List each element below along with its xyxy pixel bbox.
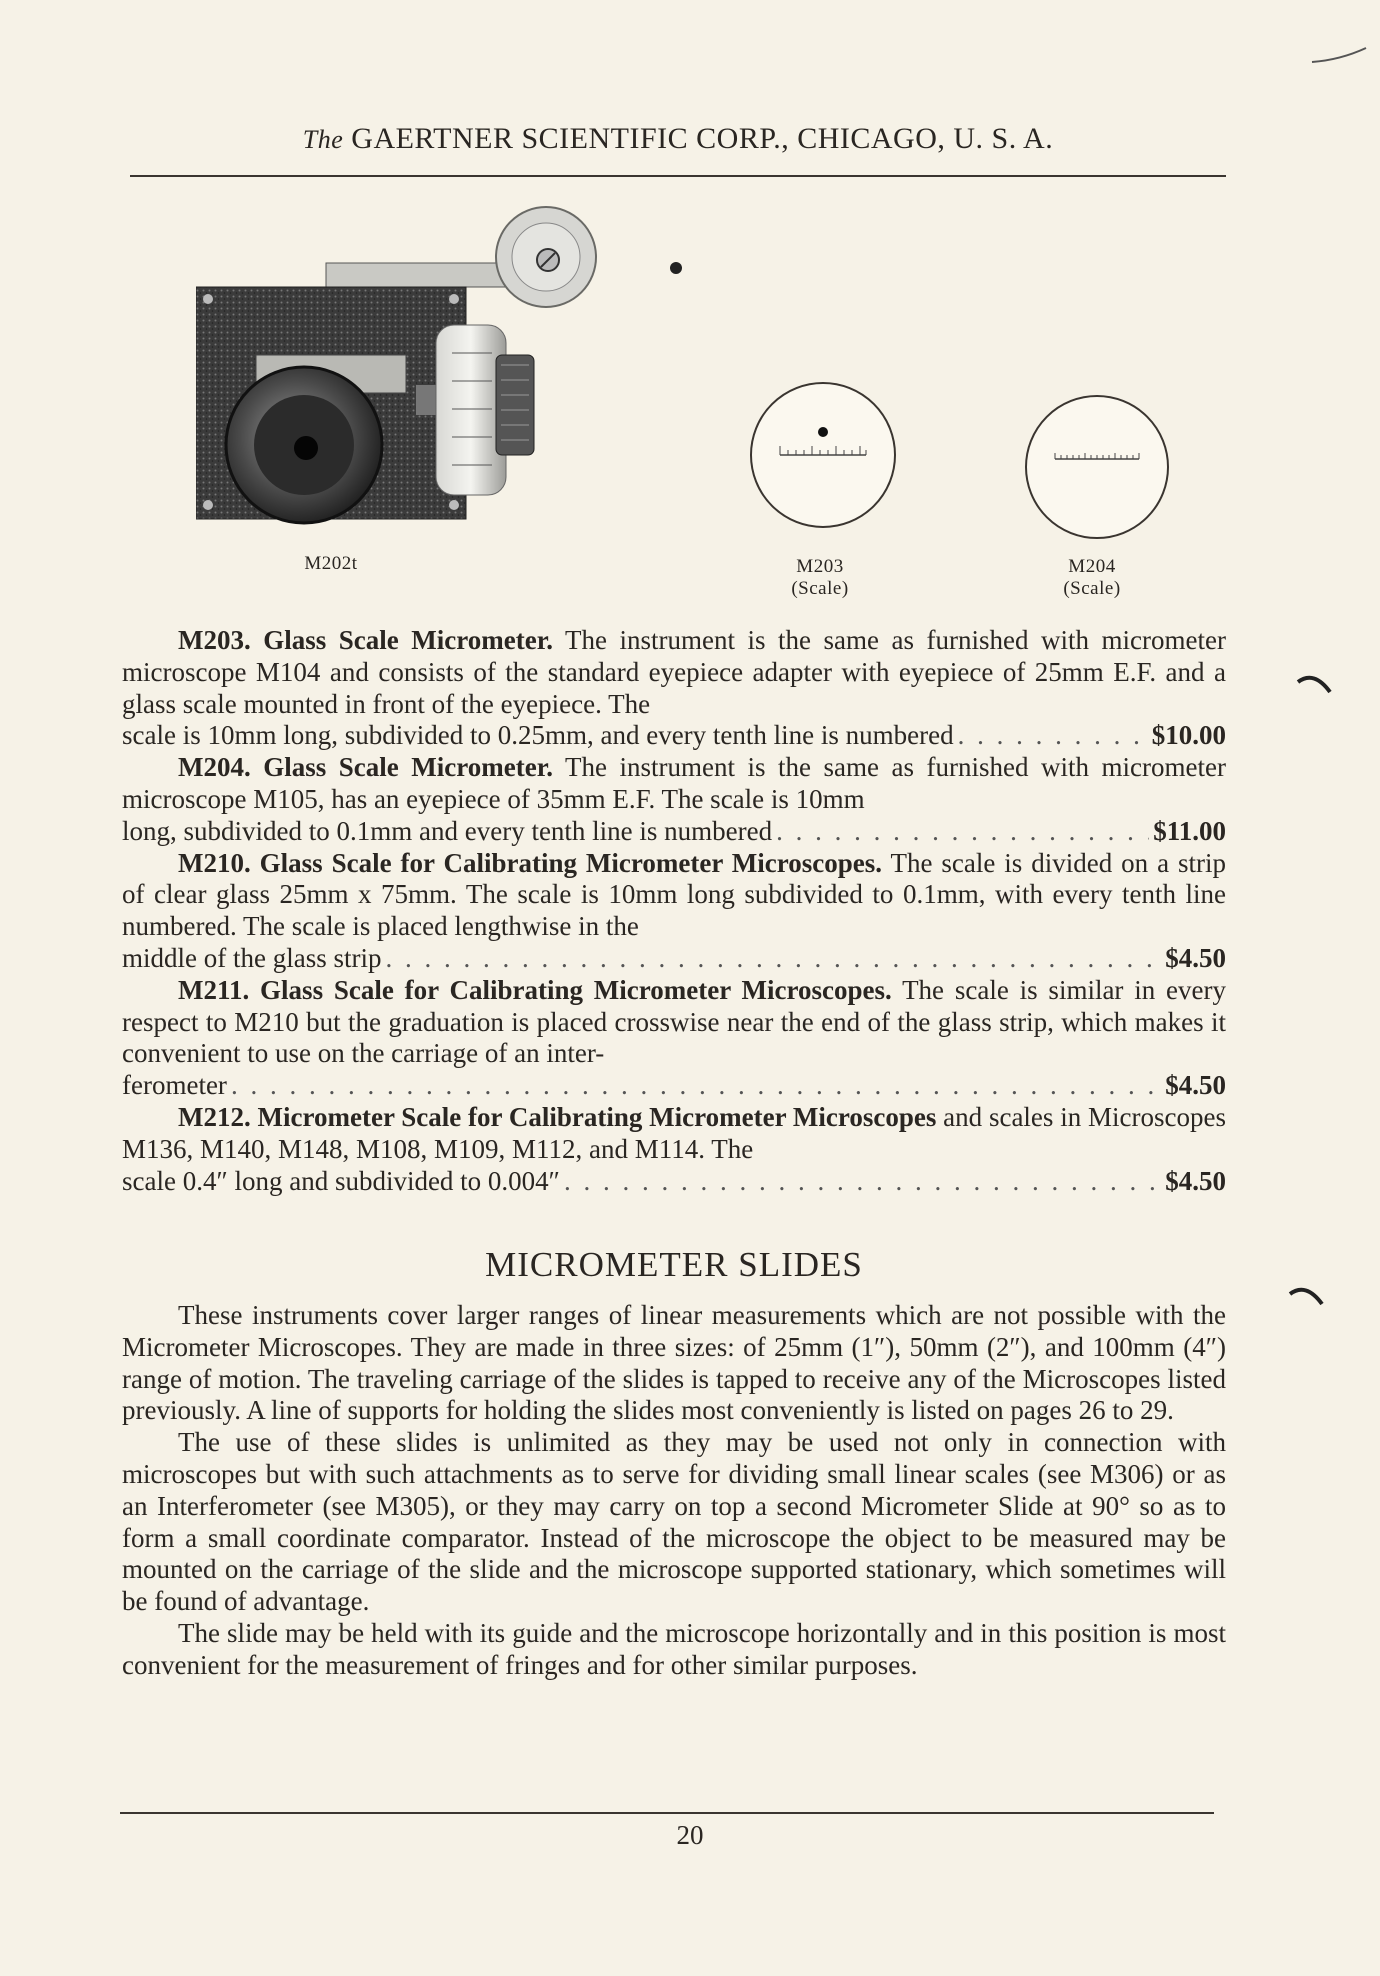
item-m210-price: $4.50 (1165, 942, 1226, 973)
item-m211-lead: ferometer (122, 1070, 227, 1101)
item-m212-body (122, 1102, 1226, 1166)
page-number: 20 (676, 1820, 704, 1850)
caption-m204 (1032, 556, 1152, 600)
item-m212 (122, 1102, 1226, 1197)
item-m210-lead: middle of the glass strip (122, 942, 382, 973)
running-head-the: The (302, 125, 344, 154)
ink-dot (670, 262, 682, 274)
leader-dots (231, 1070, 1161, 1102)
edge-scratch-mark (1310, 40, 1370, 70)
caption-m203 (760, 556, 880, 600)
running-head-title: GAERTNER SCIENTIFIC CORP., CHICAGO, U. S. A. (351, 122, 1054, 155)
m202t-instrument-photo (196, 205, 626, 535)
binder-hole-mark (1296, 670, 1336, 700)
micrometer-slides-text (122, 1300, 1226, 1682)
leader-dots (385, 943, 1161, 975)
caption-m204-label: M204 (1068, 556, 1116, 577)
item-m204-price-line (122, 816, 1226, 848)
item-m212-price-line (122, 1166, 1226, 1198)
footer-rule (120, 1812, 1214, 1814)
leader-dots (564, 1166, 1161, 1198)
slides-paragraph: These instruments cover larger ranges of linear measurements which are not possible with the Micrometer Microscopes. They are made in three sizes: of 25mm (1″), 50mm (2″), and 100mm (4″) range of motion. The traveling carriage of the slides is tapped to receive any of the Microscopes listed previously. A line of supports for holding the slides most conveniently is listed on pages 26 to 29. (122, 1300, 1226, 1426)
slides-paragraph: The slide may be held with its guide and the microscope horizontally and in this position is most convenient for the measurement of fringes and for other similar purposes. (122, 1617, 1226, 1680)
item-m210-text: The scale is divided on a strip of clear glass 25mm x 75mm. The scale is 10mm long subdivided to 0.1mm, with every tenth line numbered. The scale is placed lengthwise in the (122, 847, 1226, 942)
section-title: MICROMETER SLIDES (485, 1245, 863, 1284)
item-descriptions (122, 625, 1226, 1197)
caption-m203-sub: (Scale) (791, 578, 849, 599)
item-m204-lead: long, subdivided to 0.1mm and every tenth line is numbered (122, 815, 773, 846)
slides-paragraph: The use of these slides is unlimited as they may be used not only in connection with microscopes but with such attachments as to serve for dividing small linear scales (see M306) or as an Interferometer (see M305), or they may carry on top a second Micrometer Slide at 90° so as to form a small coordinate comparator. Instead of the microscope the object to be measured may be mounted on the carriage of the slide and the microscope supported stationary, which sometimes will be found of advantage. (122, 1427, 1226, 1617)
item-m204-text: The instrument is the same as furnished with micrometer microscope M105, has an eyepiece of 35mm E.F. The scale is 10mm (122, 752, 1226, 814)
m203-scale-reticle (748, 380, 898, 530)
item-m203-price: $10.00 (1151, 720, 1226, 751)
item-m203-body (122, 625, 1226, 720)
item-m211-text: The scale is similar in every respect to M210 but the graduation is placed crosswise near the end of the glass strip, which makes it convenient to use on the carriage of an inter- (122, 974, 1226, 1069)
item-m203-text: The instrument is the same as furnished with micrometer microscope M104 and consists of the standard eyepiece adapter with eyepiece of 25mm E.F. and a glass scale mounted in front of the eyepiece. The (122, 625, 1226, 719)
item-m204-body (122, 752, 1226, 816)
caption-m202t-label: M202t (304, 553, 358, 574)
item-m210-price-line (122, 943, 1226, 975)
item-m211 (122, 975, 1226, 1102)
item-m212-code: M212. Micrometer Scale for Calibrating Micrometer Microscopes (178, 1101, 937, 1132)
item-m210-body (122, 848, 1226, 943)
item-m211-code: M211. Glass Scale for Calibrating Micrometer Microscopes. (178, 974, 892, 1005)
item-m212-price: $4.50 (1165, 1165, 1226, 1196)
item-m211-price-line (122, 1070, 1226, 1102)
binder-hole-mark (1288, 1282, 1328, 1312)
leader-dots (958, 720, 1148, 752)
item-m211-body (122, 975, 1226, 1070)
item-m204 (122, 752, 1226, 847)
item-m212-text: and scales in Microscopes M136, M140, M148, M108, M109, M112, and M114. The (122, 1101, 1226, 1164)
m204-scale-reticle (1023, 393, 1171, 541)
item-m210-code: M210. Glass Scale for Calibrating Micrometer Microscopes. (178, 847, 882, 878)
item-m211-price: $4.50 (1165, 1070, 1226, 1101)
item-m210 (122, 848, 1226, 975)
item-m203-lead: scale is 10mm long, subdivided to 0.25mm, and every tenth line is numbered (122, 720, 954, 751)
caption-m204-sub: (Scale) (1063, 578, 1121, 599)
header-rule (130, 175, 1226, 177)
leader-dots (776, 816, 1149, 848)
item-m204-price: $11.00 (1153, 815, 1226, 846)
item-m204-code: M204. Glass Scale Micrometer. (178, 752, 553, 783)
caption-m202t (276, 553, 386, 575)
item-m203 (122, 625, 1226, 752)
item-m203-price-line (122, 720, 1226, 752)
running-head (130, 122, 1226, 156)
caption-m203-label: M203 (796, 556, 844, 577)
item-m203-code: M203. Glass Scale Micrometer. (178, 625, 553, 655)
item-m212-lead: scale 0.4″ long and subdivided to 0.004″ (122, 1165, 560, 1196)
